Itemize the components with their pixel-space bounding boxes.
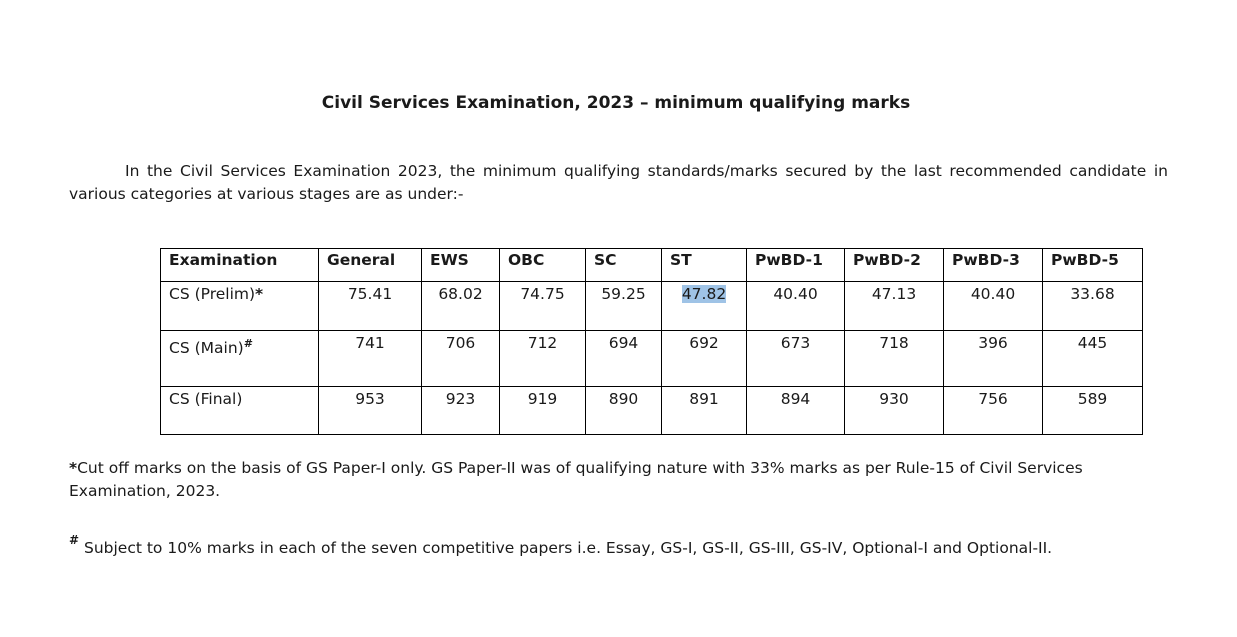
row-label: CS (Main): [169, 339, 244, 358]
table-cell[interactable]: 74.75: [500, 282, 586, 331]
header-sc: SC: [586, 249, 662, 282]
footnote-hash-text: Subject to 10% marks in each of the seven competitive papers i.e. Essay, GS-I, GS-II, GS-III, GS-IV, Optional-I and Optional-II.: [79, 539, 1053, 557]
footnote-asterisk: [69, 457, 1168, 503]
footnote-asterisk-marker: *: [69, 459, 78, 477]
row-label: CS (Final): [169, 390, 243, 408]
table-cell[interactable]: 923: [422, 387, 500, 435]
header-examination: Examination: [161, 249, 319, 282]
row-label-cell[interactable]: [161, 331, 319, 387]
intro-paragraph: In the Civil Services Examination 2023, the minimum qualifying standards/marks secured by the last recommended candidate in various categories at various stages are as under:-: [69, 162, 1168, 203]
table-cell[interactable]: 712: [500, 331, 586, 387]
header-pwbd-2: PwBD-2: [845, 249, 944, 282]
document-title: Civil Services Examination, 2023 – minimum qualifying marks: [321, 93, 911, 113]
table-cell[interactable]: 75.41: [319, 282, 422, 331]
table-cell[interactable]: 40.40: [747, 282, 845, 331]
table-row-final: [161, 387, 1143, 435]
table-cell[interactable]: 706: [422, 331, 500, 387]
row-label-cell[interactable]: [161, 282, 319, 331]
header-general: General: [319, 249, 422, 282]
table-cell[interactable]: 33.68: [1043, 282, 1143, 331]
table-cell[interactable]: 673: [747, 331, 845, 387]
table-cell[interactable]: 756: [944, 387, 1043, 435]
table-cell[interactable]: 47.13: [845, 282, 944, 331]
table-cell[interactable]: 890: [586, 387, 662, 435]
header-pwbd-1: PwBD-1: [747, 249, 845, 282]
footnote-asterisk-text: Cut off marks on the basis of GS Paper-I only. GS Paper-II was of qualifying nature with 33% marks as per Rule-15 of Civil Services Examination, 2023.: [69, 459, 1083, 500]
table-cell[interactable]: 694: [586, 331, 662, 387]
table-cell[interactable]: 40.40: [944, 282, 1043, 331]
footnote-hash: [69, 529, 1168, 560]
header-st: ST: [662, 249, 747, 282]
hash-marker: #: [243, 337, 253, 350]
cutoff-marks-table: [160, 248, 1143, 435]
footnote-hash-marker: #: [69, 533, 80, 547]
row-label-cell[interactable]: [161, 387, 319, 435]
table-cell[interactable]: 953: [319, 387, 422, 435]
header-obc: OBC: [500, 249, 586, 282]
selected-text[interactable]: 47.82: [681, 285, 727, 303]
header-pwbd-3: PwBD-3: [944, 249, 1043, 282]
table-row-prelim: [161, 282, 1143, 331]
table-cell[interactable]: 692: [662, 331, 747, 387]
table-cell[interactable]: 396: [944, 331, 1043, 387]
table-cell[interactable]: 919: [500, 387, 586, 435]
row-label: CS (Prelim): [169, 285, 256, 303]
table-cell[interactable]: 59.25: [586, 282, 662, 331]
header-ews: EWS: [422, 249, 500, 282]
asterisk-marker: *: [255, 285, 264, 303]
table-cell[interactable]: 589: [1043, 387, 1143, 435]
table-cell[interactable]: 718: [845, 331, 944, 387]
header-pwbd-5: PwBD-5: [1043, 249, 1143, 282]
table-row-main: [161, 331, 1143, 387]
table-cell[interactable]: 68.02: [422, 282, 500, 331]
table-cell[interactable]: 741: [319, 331, 422, 387]
table-cell[interactable]: 891: [662, 387, 747, 435]
table-cell[interactable]: 445: [1043, 331, 1143, 387]
table-cell[interactable]: 930: [845, 387, 944, 435]
table-header-row: [161, 249, 1143, 282]
table-cell[interactable]: 894: [747, 387, 845, 435]
table-cell-selected[interactable]: [662, 282, 747, 331]
